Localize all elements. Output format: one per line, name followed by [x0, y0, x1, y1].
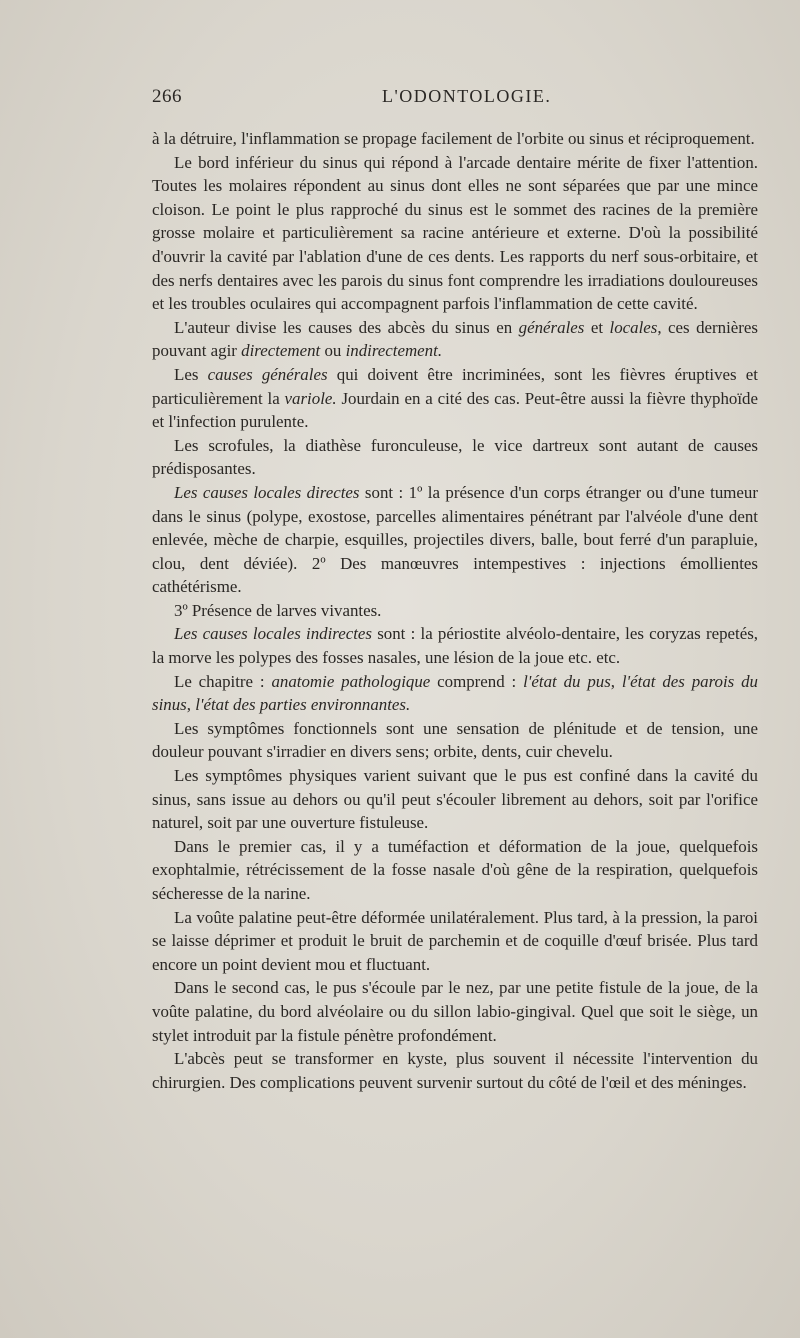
- italic-text: directement: [241, 341, 321, 361]
- italic-text: variole.: [284, 388, 337, 408]
- text-segment: sont : la périostite alvéolo-dentaire, les coryzas repetés, la morve les polypes des fosses nasales, une lésion de la joue etc. etc.: [152, 624, 758, 668]
- running-title: L'ODONTOLOGIE.: [382, 86, 552, 106]
- text-segment: à la détruire, l'inflammation se propage facilement de l'orbite ou sinus et réciproquement.: [152, 129, 755, 148]
- paragraph: [152, 906, 758, 977]
- italic-text: indirectement.: [345, 341, 443, 361]
- page-header: [152, 86, 760, 112]
- paragraph: [152, 599, 758, 623]
- italic-text: anatomie pathologique: [271, 671, 431, 691]
- text-segment: L'auteur divise les causes des abcès du sinus en: [174, 317, 519, 337]
- paragraph: [152, 717, 758, 764]
- text-segment: Les scrofules, la diathèse furonculeuse, le vice dartreux sont autant de causes prédisposantes.: [152, 435, 758, 479]
- paragraph: [152, 835, 758, 906]
- text-segment: comprend :: [430, 671, 524, 691]
- text-segment: 3º Présence de larves vivantes.: [174, 600, 382, 620]
- paragraph: [152, 481, 758, 599]
- text-segment: Les symptômes fonctionnels sont une sensation de plénitude et de tension, une douleur pouvant s'irradier en divers sens; orbite, dents, cuir chevelu.: [152, 718, 758, 762]
- italic-text: l'état des parties environnantes.: [195, 695, 411, 715]
- italic-text: l'état du pus: [523, 671, 611, 691]
- paragraph: [152, 363, 758, 434]
- italic-text: Les causes locales directes: [174, 482, 360, 502]
- text-segment: Les symptômes physiques varient suivant que le pus est confiné dans la cavité du sinus, sans issue au dehors ou qu'il peut s'écouler librement au dehors, soit par l'orifice naturel, soit par une ouverture fistuleuse.: [152, 766, 758, 833]
- text-segment: Le bord inférieur du sinus qui répond à l'arcade dentaire mérite de fixer l'attention. Toutes les molaires répondent au sinus dont elles ne sont séparées que par une mince cloison. Le point le plus rapproché du sinus est le sommet des racines de la première grosse molaire et particulièrement sa racine antérieure et externe. D'où la possibilité d'ouvrir la cavité par l'ablation d'une de ces dents. Les rapports du nerf sous-orbitaire, et des nerfs dentaires avec les parois du sinus font comprendre les irradiations douloureuses et les troubles oculaires qui accompagnent parfois l'inflammation de cette cavité.: [152, 152, 758, 314]
- text-segment: sont : 1º la présence d'un corps étranger ou d'une tumeur dans le sinus (polype, exostose, parcelles alimentaires pénétrant par l'alvéole d'une dent enlevée, mèche de charpie, esquilles, projectiles divers, balle, bout ferré d'un parapluie, clou, dent déviée). 2º Des manœuvres intempestives : injections émollientes cathétérisme.: [152, 482, 758, 597]
- italic-text: causes générales: [207, 364, 328, 384]
- text-segment: Dans le premier cas, il y a tuméfaction et déformation de la joue, quelquefois exophtalmie, rétrécissement de la fosse nasale d'où gêne de la respiration, quelquefois sécheresse de la narine.: [152, 836, 758, 903]
- italic-text: Les causes locales indirectes: [174, 624, 372, 644]
- paragraph: [152, 127, 758, 151]
- paragraph: [152, 316, 758, 363]
- text-segment: ,: [186, 695, 196, 715]
- text-segment: Le chapitre :: [174, 671, 272, 691]
- text-segment: L'abcès peut se transformer en kyste, plus souvent il nécessite l'intervention du chirurgien. Des complications peuvent survenir surtout du côté de l'œil et des méninges.: [152, 1049, 758, 1092]
- body-text: [152, 127, 758, 1094]
- paragraph: [152, 1047, 758, 1094]
- paragraph: [152, 764, 758, 835]
- text-segment: qui doivent être incriminées, sont les fièvres éruptives et particulièrement la: [152, 364, 758, 408]
- text-segment: ou: [320, 341, 346, 361]
- italic-text: locales: [609, 317, 658, 337]
- text-segment: Les: [174, 364, 208, 384]
- paragraph: [152, 622, 758, 669]
- text-segment: et: [584, 317, 610, 337]
- paragraph: [152, 670, 758, 717]
- italic-text: générales: [518, 317, 585, 337]
- text-segment: La voûte palatine peut-être déformée unilatéralement. Plus tard, à la pression, la paroi se laisse déprimer et produit le bruit de parchemin et de coquille d'œuf brisée. Plus tard encore un point devient mou et fluctuant.: [152, 907, 758, 974]
- italic-text: l'état des parois du sinus: [152, 671, 758, 715]
- paragraph: [152, 434, 758, 481]
- text-segment: Dans le second cas, le pus s'écoule par le nez, par une petite fistule de la joue, de la voûte palatine, du bord alvéolaire ou du sillon labio-gingival. Quel que soit le siège, un stylet introduit par la fistule pénètre profondément.: [152, 978, 758, 1045]
- text-segment: ,: [610, 671, 622, 691]
- text-segment: , ces dernières pouvant agir: [152, 317, 758, 361]
- text-segment: Jourdain en a cité des cas. Peut-être aussi la fièvre thyphoïde et l'infection purulente.: [152, 388, 758, 432]
- page-number: 266: [152, 86, 182, 107]
- paragraph: [152, 976, 758, 1047]
- paragraph: [152, 151, 758, 316]
